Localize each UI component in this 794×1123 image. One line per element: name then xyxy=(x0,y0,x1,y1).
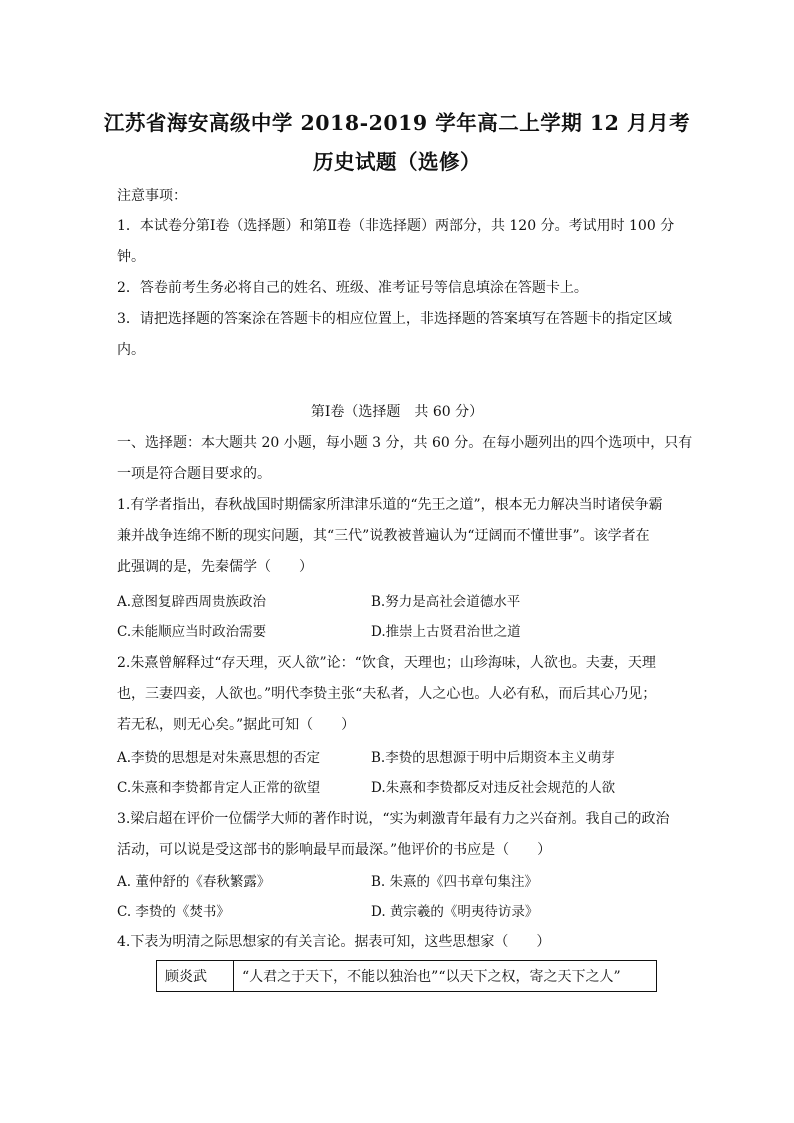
q2-option-c: C.朱熹和李贽都肯定人正常的欲望 xyxy=(117,780,321,796)
section-intro-cont: 一项是符合题目要求的。 xyxy=(117,466,271,482)
exam-title: 江苏省海安高级中学 2018-2019 学年高二上学期 12 月月考 xyxy=(103,111,691,135)
question-3-text: 活动，可以说是受这部书的影响最早而最深。”他评价的书应是（ ） xyxy=(117,842,552,858)
thinker-name-cell: 顾炎武 xyxy=(157,961,234,992)
q2-option-b: B.李贽的思想源于明中后期资本主义萌芽 xyxy=(371,750,615,766)
section-intro: 一、选择题：本大题共 20 小题，每小题 3 分，共 60 分。在每小题列出的四个选项中，只有 xyxy=(117,435,693,451)
q3-option-c: C. 李贽的《焚书》 xyxy=(117,904,230,920)
thinker-quote-cell: “人君之于天下，不能以独治也”“以天下之权，寄之天下之人” xyxy=(234,961,657,992)
q1-option-b: B.努力是高社会道德水平 xyxy=(371,594,521,610)
notice-item-2: 2．答卷前考生务必将自己的姓名、班级、准考证号等信息填涂在答题卡上。 xyxy=(117,280,588,296)
notice-item-1: 1．本试卷分第Ⅰ卷（选择题）和第Ⅱ卷（非选择题）两部分，共 120 分。考试用时 100 分 xyxy=(117,218,675,234)
notice-item-1-cont: 钟。 xyxy=(117,249,145,265)
q1-option-c: C.未能顺应当时政治需要 xyxy=(117,624,267,640)
question-3-text: 3.梁启超在评价一位儒学大师的著作时说，“实为刺激青年最有力之兴奋剂。我自己的政治 xyxy=(117,811,670,827)
question-2-text: 2.朱熹曾解释过“存天理，灭人欲”论：“饮食，天理也；山珍海味，人欲也。夫妻，天理 xyxy=(117,655,656,671)
notice-item-3-cont: 内。 xyxy=(117,342,145,358)
notice-heading: 注意事项： xyxy=(117,188,187,204)
q1-option-d: D.推崇上古贤君治世之道 xyxy=(371,624,521,640)
q3-option-b: B. 朱熹的《四书章句集注》 xyxy=(371,874,539,890)
exam-subtitle: 历史试题（选修） xyxy=(313,150,481,174)
section-heading: 第Ⅰ卷（选择题 共 60 分） xyxy=(310,404,484,420)
q2-option-a: A.李贽的思想是对朱熹思想的否定 xyxy=(117,750,321,766)
q2-option-d: D.朱熹和李贽都反对违反社会规范的人欲 xyxy=(371,780,616,796)
notice-item-3: 3．请把选择题的答案涂在答题卡的相应位置上，非选择题的答案填写在答题卡的指定区域 xyxy=(117,311,672,327)
question-2-text: 若无私，则无心矣。”据此可知（ ） xyxy=(117,717,356,733)
question-1-text: 兼并战争连绵不断的现实问题，其“三代”说教被普遍认为“迂阔而不懂世事”。该学者在 xyxy=(117,528,650,544)
q3-option-d: D. 黄宗羲的《明夷待访录》 xyxy=(371,904,539,920)
table-row xyxy=(157,961,657,992)
q3-option-a: A. 董仲舒的《春秋繁露》 xyxy=(117,874,271,890)
question-1-text: 此强调的是，先秦儒学（ ） xyxy=(117,559,313,575)
question-1-text: 1.有学者指出，春秋战国时期儒家所津津乐道的“先王之道”，根本无力解决当时诸侯争霸 xyxy=(117,497,663,513)
q1-option-a: A.意图复辟西周贵族政治 xyxy=(117,594,267,610)
thinkers-table xyxy=(156,960,657,992)
question-4-text: 4.下表为明清之际思想家的有关言论。据表可知，这些思想家（ ） xyxy=(117,934,551,950)
question-2-text: 也，三妻四妾，人欲也。”明代李贽主张“夫私者，人之心也。人必有私，而后其心乃见； xyxy=(117,686,657,702)
